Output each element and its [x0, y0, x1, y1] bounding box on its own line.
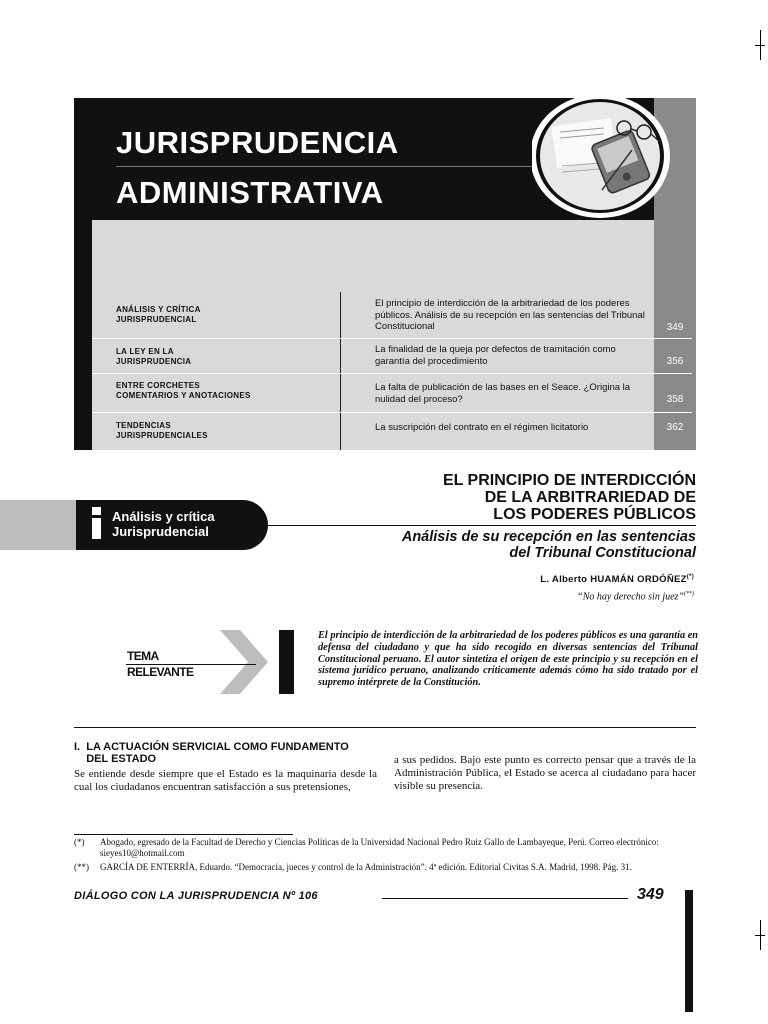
- toc-page-number: 356: [666, 356, 684, 367]
- toc-category: TENDENCIAS JURISPRUDENCIALES: [116, 421, 208, 440]
- toc-left-bar: [74, 220, 92, 450]
- toc-panel: [74, 220, 654, 450]
- tema-relevante-label: TEMA RELEVANTE: [127, 649, 194, 679]
- author-byline: L. Alberto HUAMÁN ORDÓÑEZ(*): [540, 574, 694, 586]
- article-abstract: El principio de interdicción de la arbitrariedad de los poderes públicos es una garantía en defensa del ciudadano y que ha sido recogido en diversas sentencias del Tribunal Constitucional peruano. El autor sintetiza el origen de este principio y su recepción en el sistema jurídico peruano, analizando críticamente además cómo ha sido tratado por el supremo intérprete de la Constitución.: [318, 630, 698, 689]
- footnote-mark: (**): [74, 862, 89, 872]
- footnote: [74, 862, 696, 873]
- epigraph: “No hay derecho sin juez”(**): [577, 591, 694, 603]
- toc-row-rule: [92, 412, 692, 413]
- footnote: [74, 837, 696, 859]
- section-tab-label: Análisis y crítica Jurisprudencial: [112, 509, 215, 539]
- article-title: EL PRINCIPIO DE INTERDICCIÓN DE LA ARBITRARIEDAD DE LOS PODERES PÚBLICOS: [442, 472, 696, 523]
- footnote-text: GARCÍA DE ENTERRÍA, Eduardo. “Democracia, jueces y control de la Administración”. 4ª edición. Editorial Civitas S.A. Madrid, 1998. Pág. 31.: [100, 862, 632, 872]
- section-title: JURISPRUDENCIA ADMINISTRATIVA: [116, 125, 399, 210]
- tema-bar: [279, 630, 294, 694]
- toc-entry-title[interactable]: La suscripción del contrato en el régimen licitatorio: [375, 422, 589, 433]
- toc-divider: [340, 292, 341, 450]
- toc-row-rule: [92, 373, 692, 374]
- toc-category: ANÁLISIS Y CRÍTICA JURISPRUDENCIAL: [116, 305, 201, 324]
- title-divider: [268, 525, 696, 526]
- article-subtitle: Análisis de su recepción en las sentencias del Tribunal Constitucional: [401, 529, 696, 561]
- footer-bar: [685, 890, 693, 1012]
- toc-page-number: 362: [666, 422, 684, 433]
- section-heading: I. LA ACTUACIÓN SERVICIAL COMO FUNDAMENTO DEL ESTADO: [74, 741, 349, 765]
- toc-entry-title[interactable]: La falta de publicación de las bases en el Seace. ¿Origina la nulidad del proceso?: [375, 382, 631, 405]
- banner-divider: [116, 166, 556, 167]
- toc-entry-title[interactable]: La finalidad de la queja por defectos de tramitación como garantía del procedimiento: [375, 344, 616, 367]
- footer-rule: [382, 898, 628, 899]
- toc-page-number: 349: [666, 322, 684, 333]
- footnote-mark: (*): [74, 837, 85, 847]
- crop-mark: [755, 45, 765, 46]
- toc-category: ENTRE CORCHETES COMENTARIOS Y ANOTACIONES: [116, 381, 251, 400]
- crop-mark: [755, 935, 765, 936]
- toc-category: LA LEY EN LA JURISPRUDENCIA: [116, 347, 192, 366]
- footnote-text: Abogado, egresado de la Facultad de Derecho y Ciencias Políticas de la Universidad Nacional Pedro Ruiz Gallo de Lambayeque, Perú. Correo electrónico: sieyes10@hotmail.com: [100, 837, 659, 858]
- toc-page-number: 358: [666, 394, 684, 405]
- toc-entry-title[interactable]: El principio de interdicción de la arbitrariedad de los poderes públicos. Análisis de su recepción en las sentencias del Tribunal Constitucional: [375, 298, 645, 332]
- toc-row-rule: [92, 338, 692, 339]
- page-number: 349: [637, 886, 664, 903]
- tablet-and-glasses-photo: [532, 98, 678, 220]
- section-separator: [74, 727, 696, 728]
- journal-name: DIÁLOGO CON LA JURISPRUDENCIA Nº 106: [74, 890, 318, 902]
- info-icon: [90, 506, 104, 540]
- body-column-left: Se entiende desde siempre que el Estado es la maquinaria desde la cual los ciudadanos encuentran satisfacción a sus pretensiones,: [74, 768, 377, 793]
- body-column-right: a sus pedidos. Bajo este punto es correcto pensar que a través de la Administración Pública, el Estado se acerca al ciudadano para hacer visible su presencia.: [394, 754, 696, 792]
- chevron-right-icon: [218, 630, 270, 694]
- tema-divider: [126, 664, 256, 665]
- section-tab-edge: [0, 500, 76, 550]
- footnote-rule: [74, 834, 293, 835]
- banner-left-bar: [74, 98, 92, 220]
